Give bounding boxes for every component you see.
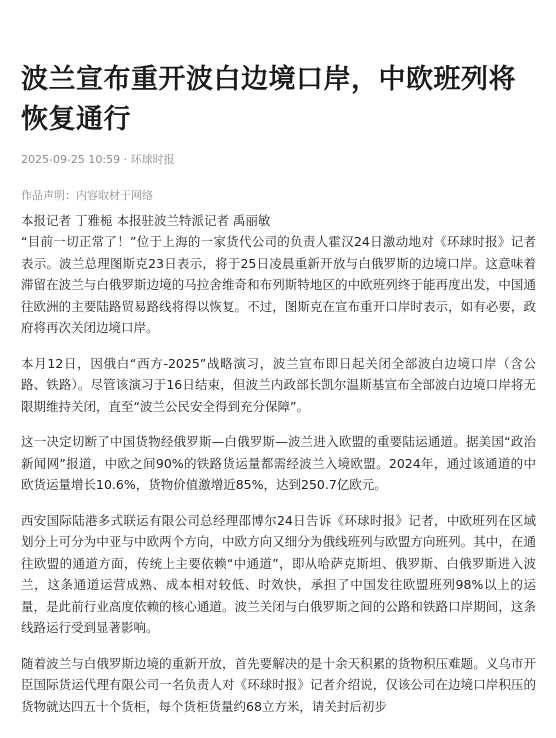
article-title: 波兰宣布重开波白边境口岸，中欧班列将恢复通行 bbox=[21, 64, 516, 135]
publish-date: 2025-09-25 10:59 bbox=[21, 153, 121, 166]
paragraph: 西安国际陆港多式联运有限公司总经理邵博尔24日告诉《环球时报》记者，中欧班列在区域划分上可分为中亚与中欧两个方向，中欧方向又细分为俄线班列与欧盟方向班列。其中，在通往欧盟的通道方面，传统上主要依赖“中通道”，即从哈萨克斯坦、俄罗斯、白俄罗斯进入波兰，这条通道运营成熟、成本相对较低、时效快，承担了中国发往欧盟班列98%以上的运量，是此前行业高度依赖的核心通道。波兰关闭与白俄罗斯之间的公路和铁路口岸期间，这条线路运行受到显著影响。 bbox=[21, 512, 536, 635]
paragraph: 这一决定切断了中国货物经俄罗斯—白俄罗斯—波兰进入欧盟的重要陆运通道。据美国“政治新闻网”报道，中欧之间90%的铁路货运量都需经波兰入境欧盟。2024年，通过该通道的中欧货运量增长10.6%，货物价值激增近85%，达到250.7亿欧元。 bbox=[21, 434, 536, 492]
byline: 本报记者 丁雅栀 本报驻波兰特派记者 禹丽敏 bbox=[21, 213, 271, 228]
meta-separator: · bbox=[120, 153, 131, 166]
article-body bbox=[21, 231, 536, 717]
content-notice: 作品声明：内容取材于网络 bbox=[21, 189, 153, 202]
paragraph: 本月12日，因俄白“西方-2025”战略演习，波兰宣布即日起关闭全部波白边境口岸（含公路、铁路）。尽管该演习于16日结束，但波兰内政部长凯尔温斯基宣布全部波白边境口岸将无限期维持关闭，直至“波兰公民安全得到充分保障”。 bbox=[21, 355, 536, 414]
source-name: 环球时报 bbox=[130, 153, 175, 166]
article-meta bbox=[21, 152, 536, 168]
paragraph: 随着波兰与白俄罗斯边境的重新开放，首先要解决的是十余天积累的货物积压难题。义乌市开臣国际货运代理有限公司一名负责人对《环球时报》记者介绍说，仅该公司在边境口岸积压的货物就达四五十个货柜，每个货柜货量约68立方米，请关封后初步 bbox=[21, 655, 536, 714]
paragraph: “目前一切正常了！”位于上海的一家货代公司的负责人霍汉24日激动地对《环球时报》记者表示。波兰总理图斯克23日表示，将于25日凌晨重新开放与白俄罗斯的边境口岸。这意味着滞留在波兰与白俄罗斯边境的马拉舍维奇和布列斯特地区的中欧班列终于能再度出发，中国通往欧洲的主要陆路贸易路线将得以恢复。不过，图斯克在宣布重开口岸时表示，如有必要，政府将再次关闭边境口岸。 bbox=[21, 234, 536, 335]
